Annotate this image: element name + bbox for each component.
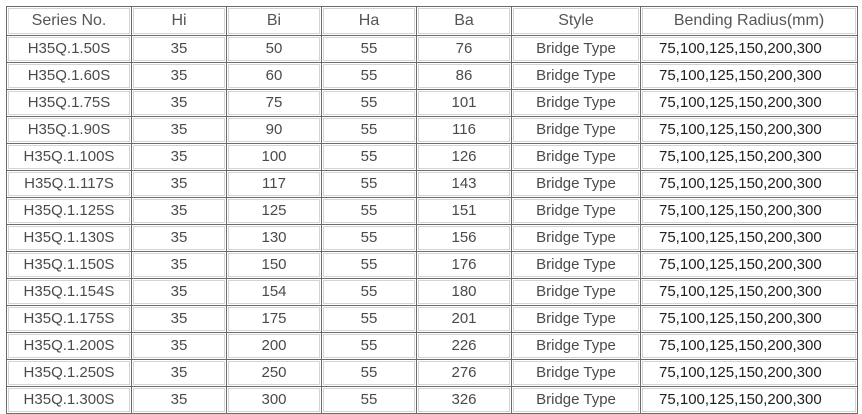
- cell-hi: [132, 90, 227, 117]
- table-row: [7, 225, 858, 252]
- cell-style-value: Bridge Type: [513, 226, 639, 250]
- cell-ba: [417, 36, 512, 63]
- cell-style-value: Bridge Type: [513, 91, 639, 115]
- table-row: [7, 90, 858, 117]
- cell-ha-value: 55: [323, 388, 415, 412]
- cell-ha-value: 55: [323, 145, 415, 169]
- table-row: [7, 63, 858, 90]
- cell-bi-value: 100: [228, 145, 320, 169]
- cell-bending-radius-value: 75,100,125,150,200,300: [642, 361, 856, 385]
- cell-bending-radius-value: 75,100,125,150,200,300: [642, 91, 856, 115]
- cell-bi: [227, 117, 322, 144]
- cell-bi-value: 117: [228, 172, 320, 196]
- cell-ba-value: 126: [418, 145, 510, 169]
- cell-series-no-value: H35Q.1.100S: [8, 145, 130, 169]
- header-series: [7, 7, 132, 36]
- cell-series-no-value: H35Q.1.175S: [8, 307, 130, 331]
- cell-ha-value: 55: [323, 226, 415, 250]
- table-body: [7, 36, 858, 414]
- cell-style: [512, 171, 641, 198]
- cell-style-value: Bridge Type: [513, 37, 639, 61]
- cell-style: [512, 90, 641, 117]
- table-row: [7, 333, 858, 360]
- cell-ba: [417, 63, 512, 90]
- cell-ha: [322, 90, 417, 117]
- cell-style-value: Bridge Type: [513, 199, 639, 223]
- cell-series-no-value: H35Q.1.125S: [8, 199, 130, 223]
- cell-ha-value: 55: [323, 253, 415, 277]
- header-row: [7, 7, 858, 36]
- header-ha-label: Ha: [323, 8, 415, 34]
- cell-bi: [227, 279, 322, 306]
- cell-bi: [227, 387, 322, 414]
- cell-ba-value: 180: [418, 280, 510, 304]
- header-bending-radius: [641, 7, 858, 36]
- cell-series-no: [7, 306, 132, 333]
- cell-bending-radius: [641, 252, 858, 279]
- cell-hi-value: 35: [133, 280, 225, 304]
- header-hi: [132, 7, 227, 36]
- cell-hi: [132, 279, 227, 306]
- cell-hi-value: 35: [133, 145, 225, 169]
- header-hi-label: Hi: [133, 8, 225, 34]
- cell-style: [512, 306, 641, 333]
- cell-series-no: [7, 252, 132, 279]
- cell-ha: [322, 198, 417, 225]
- cell-series-no-value: H35Q.1.300S: [8, 388, 130, 412]
- cell-ba: [417, 144, 512, 171]
- cell-bending-radius: [641, 198, 858, 225]
- cell-ba-value: 201: [418, 307, 510, 331]
- cell-ba: [417, 333, 512, 360]
- cell-hi: [132, 144, 227, 171]
- cell-ha: [322, 252, 417, 279]
- cell-bending-radius-value: 75,100,125,150,200,300: [642, 280, 856, 304]
- cell-series-no: [7, 333, 132, 360]
- cell-bi-value: 175: [228, 307, 320, 331]
- cell-hi: [132, 36, 227, 63]
- cell-series-no: [7, 360, 132, 387]
- cell-style-value: Bridge Type: [513, 172, 639, 196]
- cell-ha-value: 55: [323, 64, 415, 88]
- cell-style: [512, 252, 641, 279]
- cell-ba: [417, 198, 512, 225]
- cell-ba: [417, 252, 512, 279]
- cell-series-no: [7, 198, 132, 225]
- cell-hi-value: 35: [133, 361, 225, 385]
- cell-bending-radius: [641, 171, 858, 198]
- cell-series-no: [7, 144, 132, 171]
- cell-bi-value: 130: [228, 226, 320, 250]
- cell-style: [512, 63, 641, 90]
- table-row: [7, 117, 858, 144]
- cell-series-no: [7, 63, 132, 90]
- cell-ha: [322, 387, 417, 414]
- cell-bi: [227, 171, 322, 198]
- cell-bending-radius: [641, 144, 858, 171]
- cell-hi: [132, 252, 227, 279]
- cell-ba: [417, 171, 512, 198]
- cell-bi: [227, 225, 322, 252]
- cell-series-no-value: H35Q.1.117S: [8, 172, 130, 196]
- cell-hi-value: 35: [133, 199, 225, 223]
- cell-bending-radius-value: 75,100,125,150,200,300: [642, 37, 856, 61]
- cell-hi-value: 35: [133, 172, 225, 196]
- cell-style-value: Bridge Type: [513, 280, 639, 304]
- cell-bi: [227, 63, 322, 90]
- cell-series-no-value: H35Q.1.250S: [8, 361, 130, 385]
- cell-bending-radius-value: 75,100,125,150,200,300: [642, 199, 856, 223]
- cell-ha: [322, 36, 417, 63]
- cell-hi-value: 35: [133, 334, 225, 358]
- cell-bending-radius: [641, 225, 858, 252]
- cell-hi-value: 35: [133, 253, 225, 277]
- cell-ha-value: 55: [323, 172, 415, 196]
- cell-ha: [322, 171, 417, 198]
- cell-ba: [417, 387, 512, 414]
- cell-style: [512, 279, 641, 306]
- table-row: [7, 387, 858, 414]
- cell-bi-value: 90: [228, 118, 320, 142]
- table-row: [7, 198, 858, 225]
- cell-bi-value: 60: [228, 64, 320, 88]
- cell-hi: [132, 198, 227, 225]
- cell-style: [512, 333, 641, 360]
- spec-table-container: [6, 6, 858, 414]
- cell-bending-radius: [641, 279, 858, 306]
- cell-bending-radius-value: 75,100,125,150,200,300: [642, 307, 856, 331]
- cell-hi-value: 35: [133, 37, 225, 61]
- table-row: [7, 144, 858, 171]
- cell-series-no-value: H35Q.1.200S: [8, 334, 130, 358]
- cell-bending-radius: [641, 387, 858, 414]
- cell-ba: [417, 306, 512, 333]
- cell-ba: [417, 360, 512, 387]
- cell-ha-value: 55: [323, 37, 415, 61]
- cell-bi-value: 125: [228, 199, 320, 223]
- cell-ba: [417, 279, 512, 306]
- cell-ba-value: 101: [418, 91, 510, 115]
- cell-hi: [132, 387, 227, 414]
- cell-ha-value: 55: [323, 91, 415, 115]
- cell-series-no: [7, 279, 132, 306]
- cell-ba: [417, 225, 512, 252]
- cell-ha: [322, 360, 417, 387]
- cell-ba-value: 86: [418, 64, 510, 88]
- cell-hi-value: 35: [133, 226, 225, 250]
- cell-style: [512, 360, 641, 387]
- cell-ha-value: 55: [323, 361, 415, 385]
- cell-bending-radius: [641, 90, 858, 117]
- table-row: [7, 36, 858, 63]
- cell-ba-value: 176: [418, 253, 510, 277]
- cell-bi-value: 150: [228, 253, 320, 277]
- header-ba-label: Ba: [418, 8, 510, 34]
- cell-bi: [227, 36, 322, 63]
- cell-ba: [417, 117, 512, 144]
- cell-ha-value: 55: [323, 199, 415, 223]
- cell-bending-radius: [641, 333, 858, 360]
- cell-ba-value: 76: [418, 37, 510, 61]
- cell-series-no-value: H35Q.1.50S: [8, 37, 130, 61]
- cell-ba-value: 156: [418, 226, 510, 250]
- table-row: [7, 171, 858, 198]
- cell-hi-value: 35: [133, 91, 225, 115]
- cell-hi: [132, 360, 227, 387]
- cell-bi: [227, 333, 322, 360]
- table-row: [7, 279, 858, 306]
- cell-series-no-value: H35Q.1.154S: [8, 280, 130, 304]
- cell-ha-value: 55: [323, 307, 415, 331]
- cell-style-value: Bridge Type: [513, 118, 639, 142]
- cell-bi: [227, 144, 322, 171]
- cell-hi: [132, 225, 227, 252]
- cell-bi: [227, 252, 322, 279]
- cell-bi-value: 300: [228, 388, 320, 412]
- cell-ba-value: 143: [418, 172, 510, 196]
- cell-bending-radius: [641, 360, 858, 387]
- table-row: [7, 252, 858, 279]
- cell-bi-value: 50: [228, 37, 320, 61]
- cell-style: [512, 144, 641, 171]
- cell-ha: [322, 306, 417, 333]
- cell-bending-radius-value: 75,100,125,150,200,300: [642, 145, 856, 169]
- cell-style-value: Bridge Type: [513, 145, 639, 169]
- cell-bi-value: 75: [228, 91, 320, 115]
- cell-series-no-value: H35Q.1.130S: [8, 226, 130, 250]
- cell-series-no: [7, 387, 132, 414]
- cell-style-value: Bridge Type: [513, 253, 639, 277]
- cell-series-no: [7, 225, 132, 252]
- cell-hi: [132, 333, 227, 360]
- cell-style: [512, 117, 641, 144]
- cell-series-no: [7, 36, 132, 63]
- header-style: [512, 7, 641, 36]
- cell-bending-radius: [641, 36, 858, 63]
- cell-ha: [322, 144, 417, 171]
- cell-bi-value: 200: [228, 334, 320, 358]
- cell-bi: [227, 306, 322, 333]
- cell-hi-value: 35: [133, 388, 225, 412]
- cell-bending-radius: [641, 63, 858, 90]
- cell-ha: [322, 279, 417, 306]
- cell-style: [512, 387, 641, 414]
- cell-style: [512, 225, 641, 252]
- cell-series-no-value: H35Q.1.150S: [8, 253, 130, 277]
- cell-style-value: Bridge Type: [513, 361, 639, 385]
- header-ha: [322, 7, 417, 36]
- cell-bi-value: 250: [228, 361, 320, 385]
- cell-ha: [322, 333, 417, 360]
- cell-series-no-value: H35Q.1.75S: [8, 91, 130, 115]
- cell-hi: [132, 63, 227, 90]
- cell-bending-radius-value: 75,100,125,150,200,300: [642, 172, 856, 196]
- header-series-label: Series No.: [8, 8, 130, 34]
- cell-style-value: Bridge Type: [513, 388, 639, 412]
- cell-series-no-value: H35Q.1.90S: [8, 118, 130, 142]
- cell-bending-radius: [641, 306, 858, 333]
- cell-ha-value: 55: [323, 334, 415, 358]
- cell-bi: [227, 360, 322, 387]
- cell-ba-value: 326: [418, 388, 510, 412]
- cell-bending-radius-value: 75,100,125,150,200,300: [642, 334, 856, 358]
- cell-style: [512, 198, 641, 225]
- cell-ha-value: 55: [323, 118, 415, 142]
- cell-ha: [322, 117, 417, 144]
- table-row: [7, 360, 858, 387]
- cell-style-value: Bridge Type: [513, 334, 639, 358]
- cell-series-no: [7, 117, 132, 144]
- cell-bending-radius-value: 75,100,125,150,200,300: [642, 118, 856, 142]
- cell-style-value: Bridge Type: [513, 64, 639, 88]
- cell-hi: [132, 306, 227, 333]
- cell-style-value: Bridge Type: [513, 307, 639, 331]
- spec-table: [6, 6, 858, 414]
- cell-hi: [132, 117, 227, 144]
- cell-hi-value: 35: [133, 118, 225, 142]
- cell-hi-value: 35: [133, 307, 225, 331]
- cell-bi: [227, 90, 322, 117]
- header-bending-radius-label: Bending Radius(mm): [642, 8, 856, 34]
- cell-bending-radius-value: 75,100,125,150,200,300: [642, 253, 856, 277]
- cell-bending-radius-value: 75,100,125,150,200,300: [642, 226, 856, 250]
- cell-ba: [417, 90, 512, 117]
- cell-ba-value: 276: [418, 361, 510, 385]
- cell-ba-value: 116: [418, 118, 510, 142]
- table-row: [7, 306, 858, 333]
- cell-bending-radius-value: 75,100,125,150,200,300: [642, 64, 856, 88]
- cell-bending-radius: [641, 117, 858, 144]
- cell-bending-radius-value: 75,100,125,150,200,300: [642, 388, 856, 412]
- cell-hi-value: 35: [133, 64, 225, 88]
- header-ba: [417, 7, 512, 36]
- cell-ha: [322, 225, 417, 252]
- cell-ba-value: 151: [418, 199, 510, 223]
- cell-series-no: [7, 171, 132, 198]
- cell-series-no: [7, 90, 132, 117]
- cell-style: [512, 36, 641, 63]
- cell-bi: [227, 198, 322, 225]
- header-style-label: Style: [513, 8, 639, 34]
- header-bi-label: Bi: [228, 8, 320, 34]
- cell-series-no-value: H35Q.1.60S: [8, 64, 130, 88]
- cell-ha-value: 55: [323, 280, 415, 304]
- header-bi: [227, 7, 322, 36]
- cell-ba-value: 226: [418, 334, 510, 358]
- cell-hi: [132, 171, 227, 198]
- cell-ha: [322, 63, 417, 90]
- cell-bi-value: 154: [228, 280, 320, 304]
